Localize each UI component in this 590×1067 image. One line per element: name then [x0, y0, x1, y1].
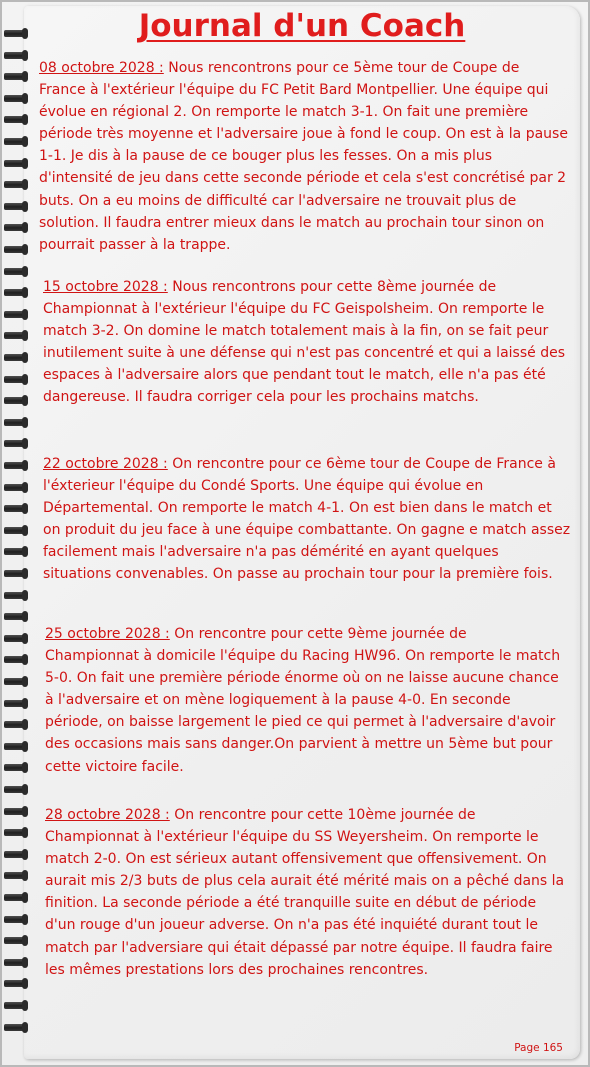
entry-date: 25 octobre 2028 : [45, 626, 170, 642]
spiral-binding-icon [2, 30, 32, 1040]
binding-ring-icon [4, 181, 28, 188]
binding-ring-icon [4, 808, 28, 815]
binding-ring-icon [4, 851, 28, 858]
binding-ring-icon [4, 73, 28, 80]
binding-ring-icon [4, 1002, 28, 1009]
binding-ring-icon [4, 700, 28, 707]
binding-ring-icon [4, 138, 28, 145]
binding-ring-icon [4, 354, 28, 361]
binding-ring-icon [4, 246, 28, 253]
binding-ring-icon [4, 376, 28, 383]
binding-ring-icon [4, 116, 28, 123]
journal-entry [45, 804, 567, 981]
binding-ring-icon [4, 959, 28, 966]
page-number: Page 165 [514, 1042, 563, 1054]
binding-ring-icon [4, 268, 28, 275]
binding-ring-icon [4, 311, 28, 318]
binding-ring-icon [4, 743, 28, 750]
binding-ring-icon [4, 52, 28, 59]
binding-ring-icon [4, 224, 28, 231]
binding-ring-icon [4, 829, 28, 836]
binding-ring-icon [4, 937, 28, 944]
entry-text: On rencontre pour ce 6ème tour de Coupe de France à l'éxterieur l'équipe du Condé Sports. Une équipe qui évolue en Départemental. On remporte le match 4-1. On est bien dans le match et on produit du jeu face à une équipe combattante. On gagne e match assez facilement mais l'adversaire n'a pas démérité en ayant quelques situations convenables. On passe au prochain tour pour la première fois. [43, 456, 571, 583]
binding-ring-icon [4, 1024, 28, 1031]
journal-entry [43, 453, 571, 586]
binding-ring-icon [4, 656, 28, 663]
binding-ring-icon [4, 440, 28, 447]
entry-text: Nous rencontrons pour cette 8ème journée de Championnat à l'extérieur l'équipe du FC Geispolsheim. On remporte le match 3-2. On domine le match totalement mais à la fin, on se fait peur inutilement suite à une défense qui n'est pas concentré et qui a laissé des espaces à l'adversaire alors que pendant tout le match, elle n'a pas été dangereuse. Il faudra corriger cela pour les prochains matchs. [43, 279, 565, 406]
binding-ring-icon [4, 570, 28, 577]
binding-ring-icon [4, 678, 28, 685]
binding-ring-icon [4, 894, 28, 901]
binding-ring-icon [4, 592, 28, 599]
entry-date: 22 octobre 2028 : [43, 456, 168, 472]
entry-date: 28 octobre 2028 : [45, 807, 170, 823]
entry-date: 08 octobre 2028 : [39, 60, 164, 76]
binding-ring-icon [4, 548, 28, 555]
entry-text: On rencontre pour cette 9ème journée de Championnat à domicile l'équipe du Racing HW96. On remporte le match 5-0. On fait une première période énorme où on ne laisse aucune chance à l'adversaire et on mène logiquement à la pause 4-0. En seconde période, on baisse largement le pied ce qui permet à l'adversaire d'avoir des occasions mais sans danger.On parvient à mettre un 5ème but pour cette victoire facile. [45, 626, 561, 775]
binding-ring-icon [4, 613, 28, 620]
binding-ring-icon [4, 160, 28, 167]
binding-ring-icon [4, 635, 28, 642]
binding-ring-icon [4, 203, 28, 210]
journal-entry [45, 623, 563, 778]
binding-ring-icon [4, 419, 28, 426]
journal-entry [43, 276, 567, 409]
binding-ring-icon [4, 462, 28, 469]
binding-ring-icon [4, 980, 28, 987]
binding-ring-icon [4, 721, 28, 728]
binding-ring-icon [4, 916, 28, 923]
binding-ring-icon [4, 527, 28, 534]
binding-ring-icon [4, 872, 28, 879]
binding-ring-icon [4, 505, 28, 512]
binding-ring-icon [4, 786, 28, 793]
binding-ring-icon [4, 764, 28, 771]
binding-ring-icon [4, 95, 28, 102]
journal-entry [39, 57, 569, 256]
binding-ring-icon [4, 289, 28, 296]
entry-date: 15 octobre 2028 : [43, 279, 168, 295]
binding-ring-icon [4, 484, 28, 491]
entry-text: On rencontre pour cette 10ème journée de Championnat à l'extérieur l'équipe du SS Weyersheim. On remporte le match 2-0. On est sérieux autant offensivement que offensivement. On aurait mis 2/3 buts de plus cela aurait été mérité mais on a pêché dans la finition. La seconde période a été tranquille suite en début de période d'un rouge d'un joueur adverse. On n'a pas été inquiété durant tout le match par l'adversiare qui était dépassé par notre équipe. Il faudra faire les mêmes prestations lors des prochaines rencontres. [45, 807, 565, 978]
page-title: Journal d'un Coach [138, 8, 466, 44]
binding-ring-icon [4, 332, 28, 339]
entry-text: Nous rencontrons pour ce 5ème tour de Coupe de France à l'extérieur l'équipe du FC Petit Bard Montpellier. Une équipe qui évolue en régional 2. On remporte le match 3-1. On fait une première période très moyenne et l'adversaire joue à fond le coup. On est à la pause 1-1. Je dis à la pause de ce bouger plus les fesses. On a mis plus d'intensité de jeu dans cette seconde période et cela s'est concrétisé par 2 buts. On a eu moins de difficulté car l'adversaire ne trouvait plus de solution. Il faudra entrer mieux dans le match au prochain tour sinon on pourrait passer à la trappe. [39, 60, 568, 253]
binding-ring-icon [4, 397, 28, 404]
